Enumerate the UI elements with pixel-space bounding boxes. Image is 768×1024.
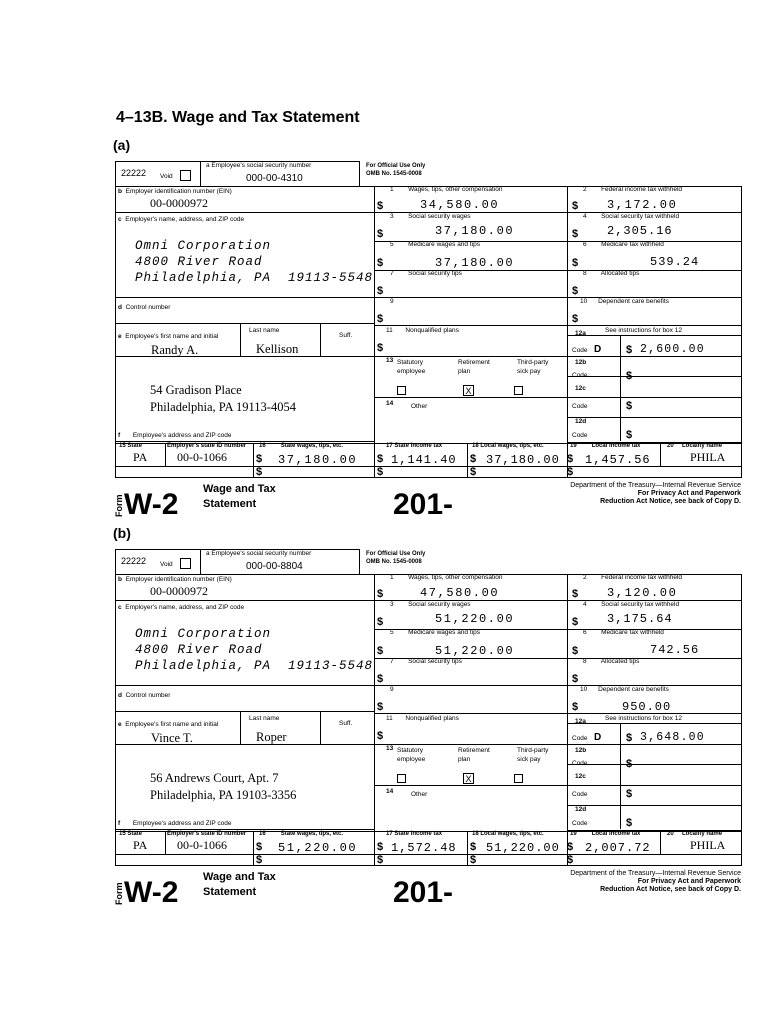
locality-name[interactable]: PHILA bbox=[690, 450, 726, 464]
box1-dollar: $ bbox=[377, 200, 384, 212]
statement-label: Statement bbox=[203, 498, 257, 510]
box17-label: 17 State income tax bbox=[386, 443, 443, 449]
box12b-code-label: Code bbox=[572, 372, 588, 379]
box16-dollar: $ bbox=[256, 841, 263, 853]
state-income-tax[interactable]: 1,572.48 bbox=[391, 841, 457, 855]
statutory-label-1: Statutory bbox=[397, 747, 424, 754]
ssn-label: a Employee's social security number bbox=[206, 550, 312, 557]
box12a-code-label: Code bbox=[572, 347, 588, 354]
employee-address-1[interactable]: 56 Andrews Court, Apt. 7 bbox=[150, 771, 279, 785]
box7-dollar: $ bbox=[377, 285, 384, 297]
state-code[interactable]: PA bbox=[133, 838, 148, 852]
box15-id-label: Employer's state ID number bbox=[167, 443, 247, 449]
box4-ss-tax[interactable]: 2,305.16 bbox=[607, 224, 673, 238]
box3-label: 3 Social security wages bbox=[390, 601, 471, 608]
statutory-label-1: Statutory bbox=[397, 359, 424, 366]
box19-dollar: $ bbox=[567, 841, 574, 853]
employee-address-label: f Employee's address and ZIP code bbox=[118, 432, 232, 439]
control-code: 22222 bbox=[121, 168, 147, 178]
employer-line-3[interactable]: Philadelphia, PA 19113-5548 bbox=[135, 271, 374, 285]
box10-dollar: $ bbox=[572, 701, 579, 713]
form-word: Form bbox=[114, 882, 124, 905]
omb-number: OMB No. 1545-0008 bbox=[366, 559, 422, 565]
box6-label: 6 Medicare tax withheld bbox=[583, 629, 664, 636]
box2-federal-tax[interactable]: 3,120.00 bbox=[607, 586, 678, 600]
employee-name-label: e Employee's first name and initial bbox=[118, 333, 219, 340]
box9-dollar: $ bbox=[377, 313, 384, 325]
last-name-label: Last name bbox=[249, 327, 280, 334]
box15-label: 15 State bbox=[119, 443, 143, 449]
box16-dollar: $ bbox=[256, 453, 263, 465]
retirement-checkbox[interactable]: X bbox=[463, 385, 474, 396]
box4-dollar: $ bbox=[572, 228, 579, 240]
box10-label: 10 Dependent care benefits bbox=[580, 298, 669, 305]
box12b-dollar: $ bbox=[626, 370, 633, 382]
state-income-tax[interactable]: 1,141.40 bbox=[391, 453, 457, 467]
form-w2-title: W-2 bbox=[124, 488, 179, 521]
box1-label: 1 Wages, tips, other compensation bbox=[390, 574, 503, 581]
void-checkbox[interactable] bbox=[180, 558, 191, 569]
reduction-act-notice: Reduction Act Notice, see back of Copy D. bbox=[600, 498, 741, 505]
statement-label: Statement bbox=[203, 886, 257, 898]
box10-label: 10 Dependent care benefits bbox=[580, 686, 669, 693]
box12b-dollar: $ bbox=[626, 758, 633, 770]
ssn-label: a Employee's social security number bbox=[206, 162, 312, 169]
thirdparty-label-1: Third-party bbox=[517, 359, 549, 366]
statutory-label-2: employee bbox=[397, 368, 426, 375]
box9-label: 9 bbox=[390, 686, 394, 693]
box2-label: 2 Federal income tax withheld bbox=[583, 574, 682, 581]
w2-form-a bbox=[0, 160, 768, 530]
employer-line-1[interactable]: Omni Corporation bbox=[135, 239, 272, 253]
official-use-label: For Official Use Only bbox=[366, 551, 426, 557]
row2-dollar-16: $ bbox=[256, 466, 263, 478]
box14-other-label: Other bbox=[411, 791, 428, 798]
box1-wages[interactable]: 47,580.00 bbox=[420, 586, 500, 600]
box18-dollar: $ bbox=[470, 453, 477, 465]
box6-medicare-tax[interactable]: 539.24 bbox=[650, 255, 700, 269]
part-a-label: (a) bbox=[113, 137, 131, 153]
box3-ss-wages[interactable]: 37,180.00 bbox=[435, 224, 515, 238]
box12-instructions: See instructions for box 12 bbox=[605, 715, 682, 722]
box12d-label: 12d bbox=[575, 806, 587, 813]
employer-line-2[interactable]: 4800 River Road bbox=[135, 643, 263, 657]
box5-label: 5 Medicare wages and tips bbox=[390, 241, 480, 248]
employee-last-name[interactable]: Kellison bbox=[256, 342, 299, 356]
box2-label: 2 Federal income tax withheld bbox=[583, 186, 682, 193]
employee-address-2[interactable]: Philadelphia, PA 19113-4054 bbox=[150, 400, 296, 414]
box8-dollar: $ bbox=[572, 673, 579, 685]
box10-dependent-care[interactable]: 950.00 bbox=[622, 700, 672, 714]
ein-label: b Employer identification number (EIN) bbox=[118, 188, 232, 195]
box15-label: 15 State bbox=[119, 831, 143, 837]
row2-dollar-19: $ bbox=[567, 466, 574, 478]
irs-department: Department of the Treasury—Internal Revenue Service bbox=[570, 482, 741, 489]
employee-first-name[interactable]: Randy A. bbox=[151, 343, 199, 357]
box3-ss-wages[interactable]: 51,220.00 bbox=[435, 612, 515, 626]
box11-label: 11 Nonqualified plans bbox=[386, 715, 459, 722]
state-employer-id[interactable]: 00-0-1066 bbox=[177, 838, 227, 852]
employee-address-label: f Employee's address and ZIP code bbox=[118, 820, 232, 827]
tax-year: 201- bbox=[393, 488, 454, 521]
ein-label: b Employer identification number (EIN) bbox=[118, 576, 232, 583]
box12a-amount[interactable]: 2,600.00 bbox=[640, 343, 705, 356]
box18-dollar: $ bbox=[470, 841, 477, 853]
box14-number: 14 bbox=[386, 788, 394, 795]
box7-label: 7 Social security tips bbox=[390, 270, 462, 277]
void-checkbox[interactable] bbox=[180, 170, 191, 181]
retirement-label-1: Retirement bbox=[458, 359, 490, 366]
suffix-label: Suff. bbox=[339, 720, 353, 727]
form-w2-title: W-2 bbox=[124, 876, 179, 909]
box12c-label: 12c bbox=[575, 385, 586, 392]
wage-and-tax-label: Wage and Tax bbox=[203, 871, 276, 883]
box6-label: 6 Medicare tax withheld bbox=[583, 241, 664, 248]
box6-dollar: $ bbox=[572, 257, 579, 269]
box19-label: 19 Local income tax bbox=[570, 443, 641, 449]
row2-dollar-16: $ bbox=[256, 854, 263, 866]
box15-id-label: Employer's state ID number bbox=[167, 831, 247, 837]
control-number-label: d Control number bbox=[118, 304, 171, 311]
box12b-label: 12b bbox=[575, 747, 587, 754]
box9-dollar: $ bbox=[377, 701, 384, 713]
box2-dollar: $ bbox=[572, 588, 579, 600]
box19-label: 19 Local income tax bbox=[570, 831, 641, 837]
box20-label: 20 Locality name bbox=[667, 831, 723, 837]
state-wages[interactable]: 51,220.00 bbox=[278, 841, 358, 855]
box6-medicare-tax[interactable]: 742.56 bbox=[650, 643, 700, 657]
box12c-dollar: $ bbox=[626, 788, 633, 800]
form-word: Form bbox=[114, 494, 124, 517]
box4-dollar: $ bbox=[572, 616, 579, 628]
box14-other-label: Other bbox=[411, 403, 428, 410]
box3-label: 3 Social security wages bbox=[390, 213, 471, 220]
box12a-code[interactable]: D bbox=[594, 732, 602, 743]
box2-federal-tax[interactable]: 3,172.00 bbox=[607, 198, 678, 212]
reduction-act-notice: Reduction Act Notice, see back of Copy D. bbox=[600, 886, 741, 893]
box12a-dollar: $ bbox=[626, 732, 633, 744]
box8-label: 8 Allocated tips bbox=[583, 270, 640, 277]
part-b-label: (b) bbox=[113, 525, 131, 541]
box11-dollar: $ bbox=[377, 730, 384, 742]
retirement-checkbox[interactable]: X bbox=[463, 773, 474, 784]
box18-label: 18 Local wages, tips, etc. bbox=[472, 443, 544, 449]
box4-label: 4 Social security tax withheld bbox=[583, 213, 680, 220]
employee-address-2[interactable]: Philadelphia, PA 19103-3356 bbox=[150, 788, 297, 802]
ssn-value[interactable]: 000-00-4310 bbox=[246, 173, 303, 184]
box1-dollar: $ bbox=[377, 588, 384, 600]
box16-label: 16 State wages, tips, etc. bbox=[259, 831, 344, 837]
employer-name-label: c Employer's name, address, and ZIP code bbox=[118, 216, 245, 223]
box7-label: 7 Social security tips bbox=[390, 658, 462, 665]
control-code: 22222 bbox=[121, 556, 147, 566]
official-use-label: For Official Use Only bbox=[366, 163, 426, 169]
state-employer-id[interactable]: 00-0-1066 bbox=[177, 450, 227, 464]
employee-name-label: e Employee's first name and initial bbox=[118, 721, 219, 728]
row2-dollar-18: $ bbox=[470, 854, 477, 866]
state-code[interactable]: PA bbox=[133, 450, 148, 464]
box12c-code-label: Code bbox=[572, 403, 588, 410]
thirdparty-label-2: sick pay bbox=[517, 756, 541, 763]
statutory-checkbox[interactable] bbox=[397, 774, 406, 783]
box14-number: 14 bbox=[386, 400, 394, 407]
thirdparty-label-1: Third-party bbox=[517, 747, 549, 754]
box11-label: 11 Nonqualified plans bbox=[386, 327, 459, 334]
box5-dollar: $ bbox=[377, 645, 384, 657]
employee-address-1[interactable]: 54 Gradison Place bbox=[150, 383, 242, 397]
box18-label: 18 Local wages, tips, etc. bbox=[472, 831, 544, 837]
box12a-amount[interactable]: 3,648.00 bbox=[640, 731, 705, 744]
box12d-dollar: $ bbox=[626, 429, 633, 441]
thirdparty-label-2: sick pay bbox=[517, 368, 541, 375]
employer-name-label: c Employer's name, address, and ZIP code bbox=[118, 604, 245, 611]
box12a-dollar: $ bbox=[626, 344, 633, 356]
local-wages[interactable]: 37,180.00 bbox=[486, 453, 560, 467]
box1-label: 1 Wages, tips, other compensation bbox=[390, 186, 503, 193]
box12a-label: 12a bbox=[575, 330, 586, 337]
box12a-code-label: Code bbox=[572, 735, 588, 742]
privacy-act-notice: For Privacy Act and Paperwork bbox=[637, 490, 741, 497]
box12-instructions: See instructions for box 12 bbox=[605, 327, 682, 334]
box8-label: 8 Allocated tips bbox=[583, 658, 640, 665]
row2-dollar-17: $ bbox=[377, 854, 384, 866]
control-number-label: d Control number bbox=[118, 692, 171, 699]
row2-dollar-17: $ bbox=[377, 466, 384, 478]
box9-label: 9 bbox=[390, 298, 394, 305]
privacy-act-notice: For Privacy Act and Paperwork bbox=[637, 878, 741, 885]
void-label: Void bbox=[160, 173, 173, 180]
page-title: 4–13B. Wage and Tax Statement bbox=[116, 109, 360, 126]
box10-dollar: $ bbox=[572, 313, 579, 325]
employer-line-3[interactable]: Philadelphia, PA 19113-5548 bbox=[135, 659, 374, 673]
ein-value[interactable]: 00-0000972 bbox=[150, 196, 208, 210]
retirement-label-2: plan bbox=[458, 368, 471, 375]
local-wages[interactable]: 51,220.00 bbox=[486, 841, 560, 855]
retirement-label-2: plan bbox=[458, 756, 471, 763]
box13-number: 13 bbox=[386, 745, 394, 752]
row2-dollar-19: $ bbox=[567, 854, 574, 866]
box6-dollar: $ bbox=[572, 645, 579, 657]
box17-label: 17 State income tax bbox=[386, 831, 443, 837]
statutory-checkbox[interactable] bbox=[397, 386, 406, 395]
row2-dollar-18: $ bbox=[470, 466, 477, 478]
ein-value[interactable]: 00-0000972 bbox=[150, 584, 208, 598]
box12c-label: 12c bbox=[575, 773, 586, 780]
employee-first-name[interactable]: Vince T. bbox=[151, 731, 193, 745]
box5-label: 5 Medicare wages and tips bbox=[390, 629, 480, 636]
w2-form-b bbox=[0, 548, 768, 918]
last-name-label: Last name bbox=[249, 715, 280, 722]
suffix-label: Suff. bbox=[339, 332, 353, 339]
local-income-tax[interactable]: 1,457.56 bbox=[585, 453, 651, 467]
thirdparty-checkbox[interactable] bbox=[514, 386, 523, 395]
box19-dollar: $ bbox=[567, 453, 574, 465]
box17-dollar: $ bbox=[377, 453, 384, 465]
box16-label: 16 State wages, tips, etc. bbox=[259, 443, 344, 449]
box11-dollar: $ bbox=[377, 342, 384, 354]
box12d-label: 12d bbox=[575, 418, 587, 425]
box12a-code[interactable]: D bbox=[594, 344, 602, 355]
ssn-value[interactable]: 000-00-8804 bbox=[246, 561, 303, 572]
box7-dollar: $ bbox=[377, 673, 384, 685]
box12c-dollar: $ bbox=[626, 400, 633, 412]
box5-medicare-wages[interactable]: 37,180.00 bbox=[435, 256, 515, 270]
box12d-dollar: $ bbox=[626, 817, 633, 829]
irs-department: Department of the Treasury—Internal Revenue Service bbox=[570, 870, 741, 877]
statutory-label-2: employee bbox=[397, 756, 426, 763]
local-income-tax[interactable]: 2,007.72 bbox=[585, 841, 651, 855]
box12c-code-label: Code bbox=[572, 791, 588, 798]
thirdparty-checkbox[interactable] bbox=[514, 774, 523, 783]
box3-dollar: $ bbox=[377, 228, 384, 240]
box12a-label: 12a bbox=[575, 718, 586, 725]
box12d-code-label: Code bbox=[572, 820, 588, 827]
employer-line-2[interactable]: 4800 River Road bbox=[135, 255, 263, 269]
box20-label: 20 Locality name bbox=[667, 443, 723, 449]
box5-dollar: $ bbox=[377, 257, 384, 269]
wage-and-tax-label: Wage and Tax bbox=[203, 483, 276, 495]
box13-number: 13 bbox=[386, 357, 394, 364]
retirement-label-1: Retirement bbox=[458, 747, 490, 754]
locality-name[interactable]: PHILA bbox=[690, 838, 726, 852]
box4-label: 4 Social security tax withheld bbox=[583, 601, 680, 608]
box12b-code-label: Code bbox=[572, 760, 588, 767]
omb-number: OMB No. 1545-0008 bbox=[366, 171, 422, 177]
state-wages[interactable]: 37,180.00 bbox=[278, 453, 358, 467]
void-label: Void bbox=[160, 561, 173, 568]
box2-dollar: $ bbox=[572, 200, 579, 212]
employer-line-1[interactable]: Omni Corporation bbox=[135, 627, 272, 641]
tax-year: 201- bbox=[393, 876, 454, 909]
employee-last-name[interactable]: Roper bbox=[256, 730, 287, 744]
box17-dollar: $ bbox=[377, 841, 384, 853]
box4-ss-tax[interactable]: 3,175.64 bbox=[607, 612, 673, 626]
box8-dollar: $ bbox=[572, 285, 579, 297]
box1-wages[interactable]: 34,580.00 bbox=[420, 198, 500, 212]
box5-medicare-wages[interactable]: 51,220.00 bbox=[435, 644, 515, 658]
box3-dollar: $ bbox=[377, 616, 384, 628]
box12b-label: 12b bbox=[575, 359, 587, 366]
box12d-code-label: Code bbox=[572, 432, 588, 439]
